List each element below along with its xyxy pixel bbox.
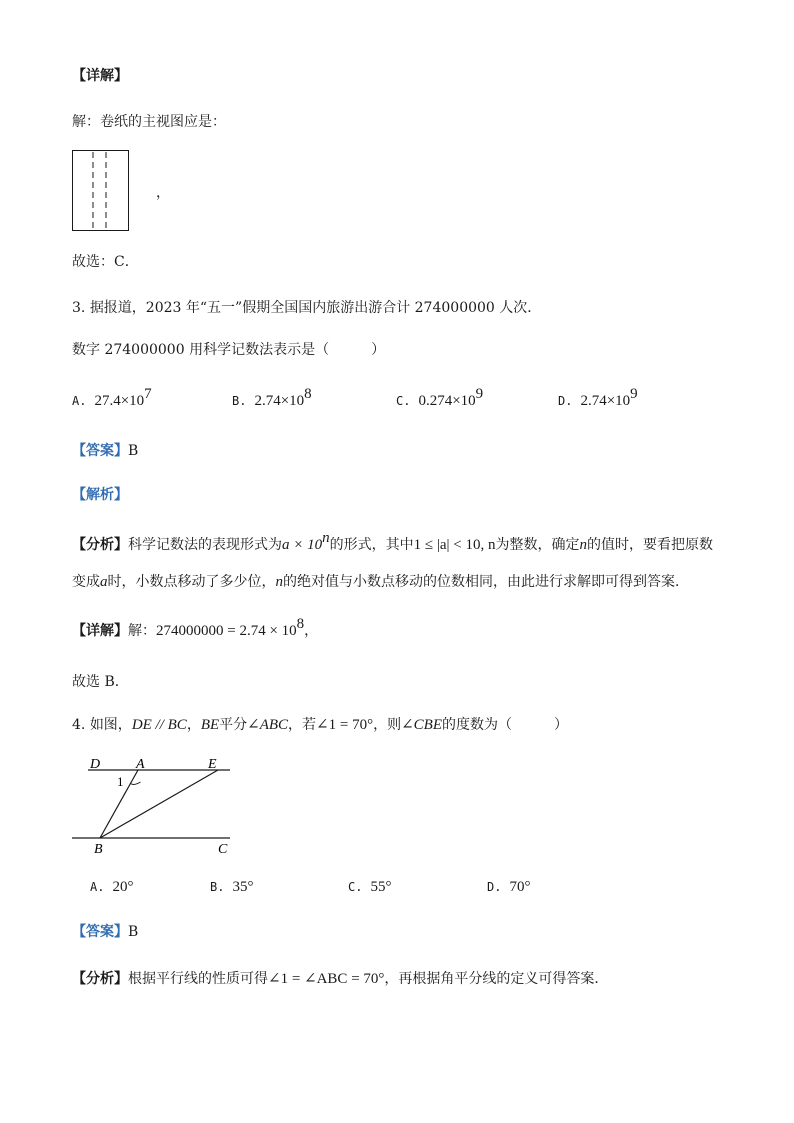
q4-option-b bbox=[210, 877, 253, 897]
q3-option-c bbox=[396, 386, 484, 411]
q3-analysis-formula-exp: n bbox=[322, 530, 330, 546]
q2-figure-comma: ， bbox=[156, 185, 170, 201]
option-value: 35° bbox=[232, 879, 254, 895]
q3-option-b bbox=[232, 386, 312, 411]
label-c: C bbox=[218, 842, 228, 857]
q4-question-line bbox=[72, 715, 568, 735]
q3-question-line1 bbox=[72, 298, 541, 318]
q3-analysis-part2: 的形式，其中 bbox=[329, 537, 414, 553]
q4-text-c: 平分 bbox=[219, 717, 248, 733]
option-letter: B. bbox=[232, 394, 247, 408]
label-a: A bbox=[136, 757, 145, 772]
option-value: 20° bbox=[112, 879, 134, 895]
q3-analysis-n: n bbox=[579, 537, 587, 553]
option-letter: C. bbox=[396, 394, 411, 408]
q4-analysis-part2: ，再根据角平分线的定义可得答案． bbox=[384, 971, 609, 987]
q3-analysis-formula: a × 10 bbox=[282, 537, 323, 553]
q4-answer-value: B bbox=[128, 924, 139, 940]
q4-text-b: ， bbox=[186, 717, 201, 733]
q4-option-a bbox=[90, 877, 133, 897]
q4-analysis-label: 【分析】 bbox=[72, 971, 128, 987]
q4-text-e: ，则 bbox=[373, 717, 402, 733]
q3-answer-label: 【答案】 bbox=[72, 443, 128, 459]
q3-analysis-range: 1 ≤ |a| < 10, n bbox=[413, 537, 496, 553]
q4-text-angle-abc: ∠ABC bbox=[247, 717, 289, 733]
option-value: 70° bbox=[509, 879, 531, 895]
q3-detail-formula: 274000000 = 2.74 × 10 bbox=[156, 623, 297, 639]
q3-choice-text: 故选 B． bbox=[72, 674, 129, 690]
q4-option-c bbox=[348, 877, 391, 897]
q3-analysis-part1: 科学记数法的表现形式为 bbox=[128, 537, 282, 553]
q3-jiexi-label: 【解析】 bbox=[72, 487, 128, 503]
option-times: ×10 bbox=[606, 393, 631, 409]
q3-analysis-line2 bbox=[72, 572, 689, 592]
option-letter: C. bbox=[348, 880, 363, 894]
q4-answer-line bbox=[72, 922, 138, 942]
q2-figure-outline bbox=[73, 151, 129, 231]
q4-analysis-line bbox=[72, 969, 608, 989]
angle-1-arc bbox=[131, 782, 141, 784]
option-coef: 2.74 bbox=[254, 393, 281, 409]
option-letter: A. bbox=[90, 880, 105, 894]
option-exp: 8 bbox=[304, 386, 312, 402]
option-times: ×10 bbox=[280, 393, 305, 409]
q3-analysis-line2-a: 变成 bbox=[72, 574, 100, 590]
q3-analysis-label: 【分析】 bbox=[72, 537, 128, 553]
q4-text-d: ，若 bbox=[288, 717, 317, 733]
q3-detail-label: 【详解】 bbox=[72, 623, 128, 639]
q4-text-angle-cbe: ∠CBE bbox=[401, 717, 442, 733]
q3-analysis-line1 bbox=[72, 530, 713, 555]
label-angle-1: 1 bbox=[117, 774, 124, 789]
q3-option-d bbox=[558, 386, 638, 411]
q3-analysis-part3: 为整数，确定 bbox=[495, 537, 580, 553]
q4-analysis-formula: ∠1 = ∠ABC = 70° bbox=[268, 971, 385, 987]
q3-number: 3. bbox=[72, 300, 86, 316]
option-coef: 27.4 bbox=[94, 393, 121, 409]
q3-detail-end: ， bbox=[304, 623, 319, 639]
q4-text-be: BE bbox=[200, 717, 220, 733]
option-letter: B. bbox=[210, 880, 225, 894]
q3-detail-line bbox=[72, 616, 319, 641]
option-exp: 9 bbox=[475, 386, 484, 402]
q3-detail-formula-exp: 8 bbox=[296, 616, 305, 632]
q3-text-line1: 据报道，2023 年“五一”假期全国国内旅游出游合计 274000000 人次． bbox=[89, 300, 542, 316]
q4-analysis-part1: 根据平行线的性质可得 bbox=[128, 971, 268, 987]
q3-analysis-part4: 的值时，要看把原数 bbox=[586, 537, 713, 553]
q4-option-d bbox=[487, 877, 530, 897]
option-coef: 0.274 bbox=[418, 393, 453, 409]
q3-analysis-line2-c: 的绝对值与小数点移动的位数相同，由此进行求解即可得到答案． bbox=[283, 574, 689, 590]
q3-analysis-line2-n: n bbox=[275, 574, 283, 590]
label-d: D bbox=[90, 757, 101, 772]
q4-number: 4. bbox=[72, 717, 86, 733]
option-value: 55° bbox=[370, 879, 392, 895]
q3-detail-text: 解： bbox=[128, 623, 156, 639]
q3-option-a bbox=[72, 386, 152, 411]
option-exp: 9 bbox=[630, 386, 638, 402]
option-times: ×10 bbox=[452, 393, 476, 409]
q2-front-view-figure bbox=[72, 150, 132, 232]
option-letter: D. bbox=[487, 880, 502, 894]
option-coef: 2.74 bbox=[580, 393, 607, 409]
q4-text-angle1: ∠1 = 70° bbox=[316, 717, 374, 733]
q2-solution-text: 解：卷纸的主视图应是： bbox=[72, 114, 226, 130]
q3-answer-value: B bbox=[128, 443, 139, 459]
q4-answer-label: 【答案】 bbox=[72, 924, 128, 940]
q3-answer-line bbox=[72, 441, 138, 461]
option-letter: A. bbox=[72, 394, 87, 408]
label-b: B bbox=[94, 842, 103, 857]
q4-geometry-figure bbox=[70, 752, 240, 858]
option-exp: 7 bbox=[144, 386, 152, 402]
q3-question-line2: 数字 274000000 用科学记数法表示是（ ） bbox=[72, 342, 386, 358]
q2-choice-text: 故选：C． bbox=[72, 254, 139, 270]
label-e: E bbox=[208, 757, 217, 772]
q4-text-a: 如图， bbox=[89, 717, 132, 733]
q4-text-f: 的度数为（ ） bbox=[441, 717, 568, 733]
section-header-detail: 【详解】 bbox=[72, 68, 128, 84]
q3-analysis-line2-b: 时，小数点移动了多少位， bbox=[107, 574, 276, 590]
option-letter: D. bbox=[558, 394, 573, 408]
q3-analysis-line2-var: a bbox=[100, 574, 108, 590]
option-times: ×10 bbox=[120, 393, 145, 409]
q4-text-de-bc: DE // BC bbox=[131, 717, 187, 733]
